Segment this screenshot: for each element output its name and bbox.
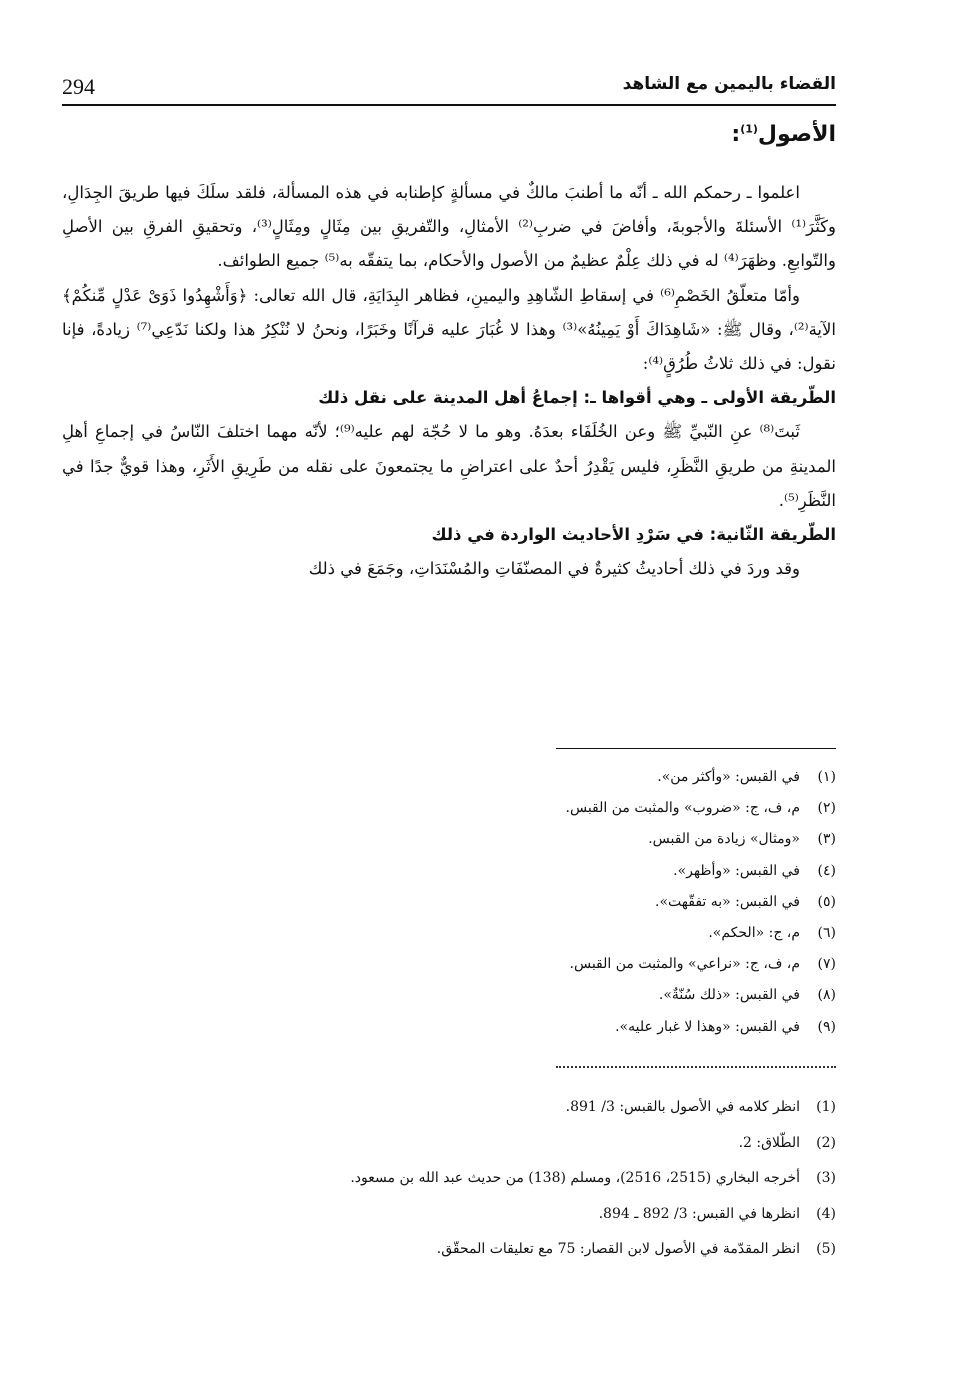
footnote-text: انظر كلامه في الأصول بالقبس: 3/ 891. — [565, 1099, 800, 1115]
footnote — [116, 1161, 836, 1197]
footnote-text: في القبس: «به تفقّهت». — [655, 893, 800, 910]
footnote — [116, 824, 836, 855]
footnote-dotted-separator — [556, 1066, 836, 1068]
paragraph: اعلموا ـ رحمكم الله ـ أنّه ما أطنبَ مالكٌ في مسألةٍ كإطنابه في هذه المسألة، فلقد سلَكَ فيها طريقَ الجِدَالِ، وكَثَّرَ⁽¹⁾ الأسئلةَ والأجوبةَ، وأفاضَ في ضربِ⁽²⁾ الأمثالِ، والتّفريقِ بين مِثَالٍ ومِثَالٍ⁽³⁾، وتحقيقِ الفرقِ بين الأصلِ والتّوابعِ. وظهَرَ⁽⁴⁾ له في ذلك عِلْمٌ عظيمٌ من الأصول والأحكام، بما يتفقّه به⁽⁵⁾ جميع الطوائف. — [62, 183, 837, 271]
footnote — [116, 1126, 836, 1162]
footnote-number: (٥) — [817, 893, 836, 910]
footnote — [116, 1090, 836, 1126]
footnote-number: (٢) — [817, 800, 836, 817]
footnote — [116, 762, 836, 793]
footnote-text: م، ج: «الحكم». — [708, 924, 800, 941]
footnote — [116, 1012, 836, 1043]
footnote-text: في القبس: «وهذا لا غبار عليه». — [615, 1018, 800, 1035]
footnote — [116, 856, 836, 887]
section-heading — [731, 122, 836, 147]
footnote-separator — [556, 748, 836, 749]
footnote-text: في القبس: «وأكثر من». — [657, 769, 800, 785]
paragraph: ثَبتَ⁽⁸⁾ عنِ النّبيِّ ﷺ وعن الخُلَفَاء بعدَهُ. وهو ما لا حُجّة لهم عليه⁽⁹⁾؛ لأنّه مهما اختلفَ النّاسُ في إجماعِ أهلِ المدينةِ من طريقِ النَّظَرِ، فليس يَقْدِرُ أحدٌ على اعتراضِ ما يجتمعونَ على نقله من طَرِيقِ الأَثَرِ، وهذا قويٌّ جدًا في النَّظَرِ⁽⁵⁾. — [62, 422, 836, 510]
footnote-text: الطّلاق: 2. — [738, 1134, 800, 1151]
section-title: الأصول — [757, 122, 836, 147]
section-title-ref: (1) — [740, 122, 758, 136]
footnote — [116, 887, 836, 918]
footnote-text: أخرجه البخاري (2515، 2516)، ومسلم (138) من حديث عبد الله بن مسعود. — [350, 1170, 800, 1187]
footnote-number: (5) — [816, 1241, 836, 1258]
manuscript-notes — [116, 762, 836, 1043]
section-title-colon: : — [731, 122, 741, 147]
footnote-number: (٦) — [817, 924, 836, 941]
footnote-number: (3) — [816, 1170, 836, 1187]
footnote — [116, 1197, 836, 1233]
footnote-text: م، ف، ج: «نراعي» والمثبت من القبس. — [569, 956, 800, 973]
footnote-text: في القبس: «ذلك سُنّةٌ». — [658, 987, 800, 1004]
paragraph: وأمّا متعلّقُ الخَصْمِ⁽⁶⁾ في إسقاطِ الشّاهِدِ واليمينِ، فظاهر البِدَايَةِ، قال الله تعالى: ﴿وَأَشْهِدُوا ذَوَىْ عَدْلٍ مِّنكُمْ﴾ الآية⁽²⁾، وقال ﷺ: «شَاهِدَاكَ أَوْ يَمِينُهُ»⁽³⁾ وهذا لا غُبَارَ عليه قرآنًا وخَبَرًا، ونحنُ لا نُنْكِرُ هذا ولكنا نَدّعِي⁽⁷⁾ زيادةً، فإنا نقول: في ذلك ثلاثُ طُرُقٍ⁽⁴⁾: — [62, 285, 837, 374]
footnote-text: انظر المقدّمة في الأصول لابن القصار: 75 مع تعليقات المحقّق. — [436, 1241, 800, 1258]
footnote-number: (٨) — [817, 987, 836, 1004]
editor-notes — [116, 1090, 836, 1268]
page-header — [62, 70, 836, 106]
footnote — [116, 980, 836, 1011]
footnote-number: (١) — [817, 769, 836, 785]
subheading: الطّريقة الثّانية: في سَرْدِ الأحاديث الواردة في ذلك — [431, 525, 836, 545]
footnote-number: (٣) — [817, 831, 836, 848]
footnote — [116, 918, 836, 949]
footnote-number: (٤) — [817, 862, 836, 879]
footnote-text: «ومثال» زيادة من القبس. — [648, 831, 800, 848]
footnote-text: م، ف، ج: «ضروب» والمثبت من القبس. — [565, 800, 800, 817]
footnote — [116, 949, 836, 980]
footnote-number: (1) — [816, 1099, 836, 1115]
subheading: الطّريقة الأولى ـ وهي أقواها ـ: إجماعُ أهل المدينة على نقل ذلك — [318, 388, 836, 408]
footnote-number: (٩) — [817, 1018, 836, 1035]
footnote-number: (٧) — [817, 956, 836, 973]
footnote-text: انظرها في القبس: 3/ 892 ـ 894. — [598, 1205, 800, 1222]
page-number: 294 — [62, 74, 95, 99]
footnote-number: (4) — [816, 1205, 836, 1222]
running-title: القضاء باليمين مع الشاهد — [622, 74, 836, 94]
main-text — [62, 176, 836, 586]
paragraph: وقد وردَ في ذلك أحاديثُ كثيرةٌ في المصنّفَاتِ والمُسْنَدَاتِ، وجَمَعَ في ذلك — [308, 559, 800, 579]
footnote-text: في القبس: «وأظهر». — [673, 862, 800, 879]
footnote-number: (2) — [816, 1134, 836, 1151]
footnote — [116, 1232, 836, 1268]
footnote — [116, 793, 836, 824]
